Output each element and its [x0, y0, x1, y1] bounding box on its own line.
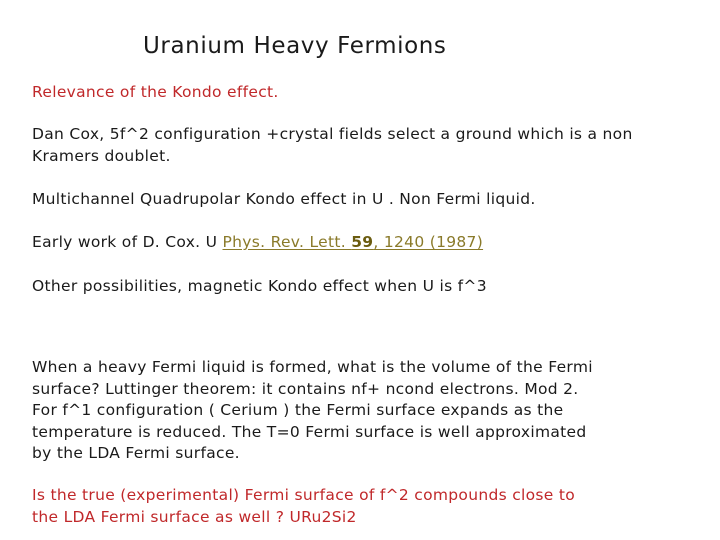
- fermi-line: surface? Luttinger theorem: it contains nf+ ncond electrons. Mod 2.: [32, 379, 579, 398]
- slide-title: Uranium Heavy Fermions: [143, 33, 447, 59]
- fermi-line: When a heavy Fermi liquid is formed, what is the volume of the Fermi: [32, 358, 593, 376]
- fermi-line: temperature is reduced. The T=0 Fermi surface is well approximated: [32, 422, 587, 441]
- fermi-liquid-paragraph: [32, 357, 593, 465]
- reference-pages: , 1240 (1987): [373, 233, 484, 251]
- early-work-line: [32, 232, 483, 254]
- cox-paragraph: [32, 124, 633, 167]
- fermi-line: For f^1 configuration ( Cerium ) the Fermi surface expands as the: [32, 401, 564, 419]
- relevance-line: Relevance of the Kondo effect.: [32, 83, 279, 101]
- question-paragraph: [32, 485, 575, 528]
- cox-line-2: Kramers doublet.: [32, 146, 171, 165]
- other-possibilities-line: Other possibilities, magnetic Kondo effect when U is f^3: [32, 277, 487, 295]
- question-line: the LDA Fermi surface as well ? URu2Si2: [32, 507, 357, 526]
- question-line: Is the true (experimental) Fermi surface of f^2 compounds close to: [32, 486, 575, 504]
- multichannel-line: Multichannel Quadrupolar Kondo effect in U . Non Fermi liquid.: [32, 190, 536, 208]
- reference-link[interactable]: [223, 233, 484, 251]
- cox-line-1: Dan Cox, 5f^2 configuration +crystal fields select a ground which is a non: [32, 125, 633, 143]
- reference-volume: 59: [351, 233, 374, 251]
- early-work-prefix: Early work of D. Cox. U: [32, 233, 223, 251]
- reference-journal: Phys. Rev. Lett.: [222, 233, 352, 251]
- fermi-line: by the LDA Fermi surface.: [32, 444, 240, 462]
